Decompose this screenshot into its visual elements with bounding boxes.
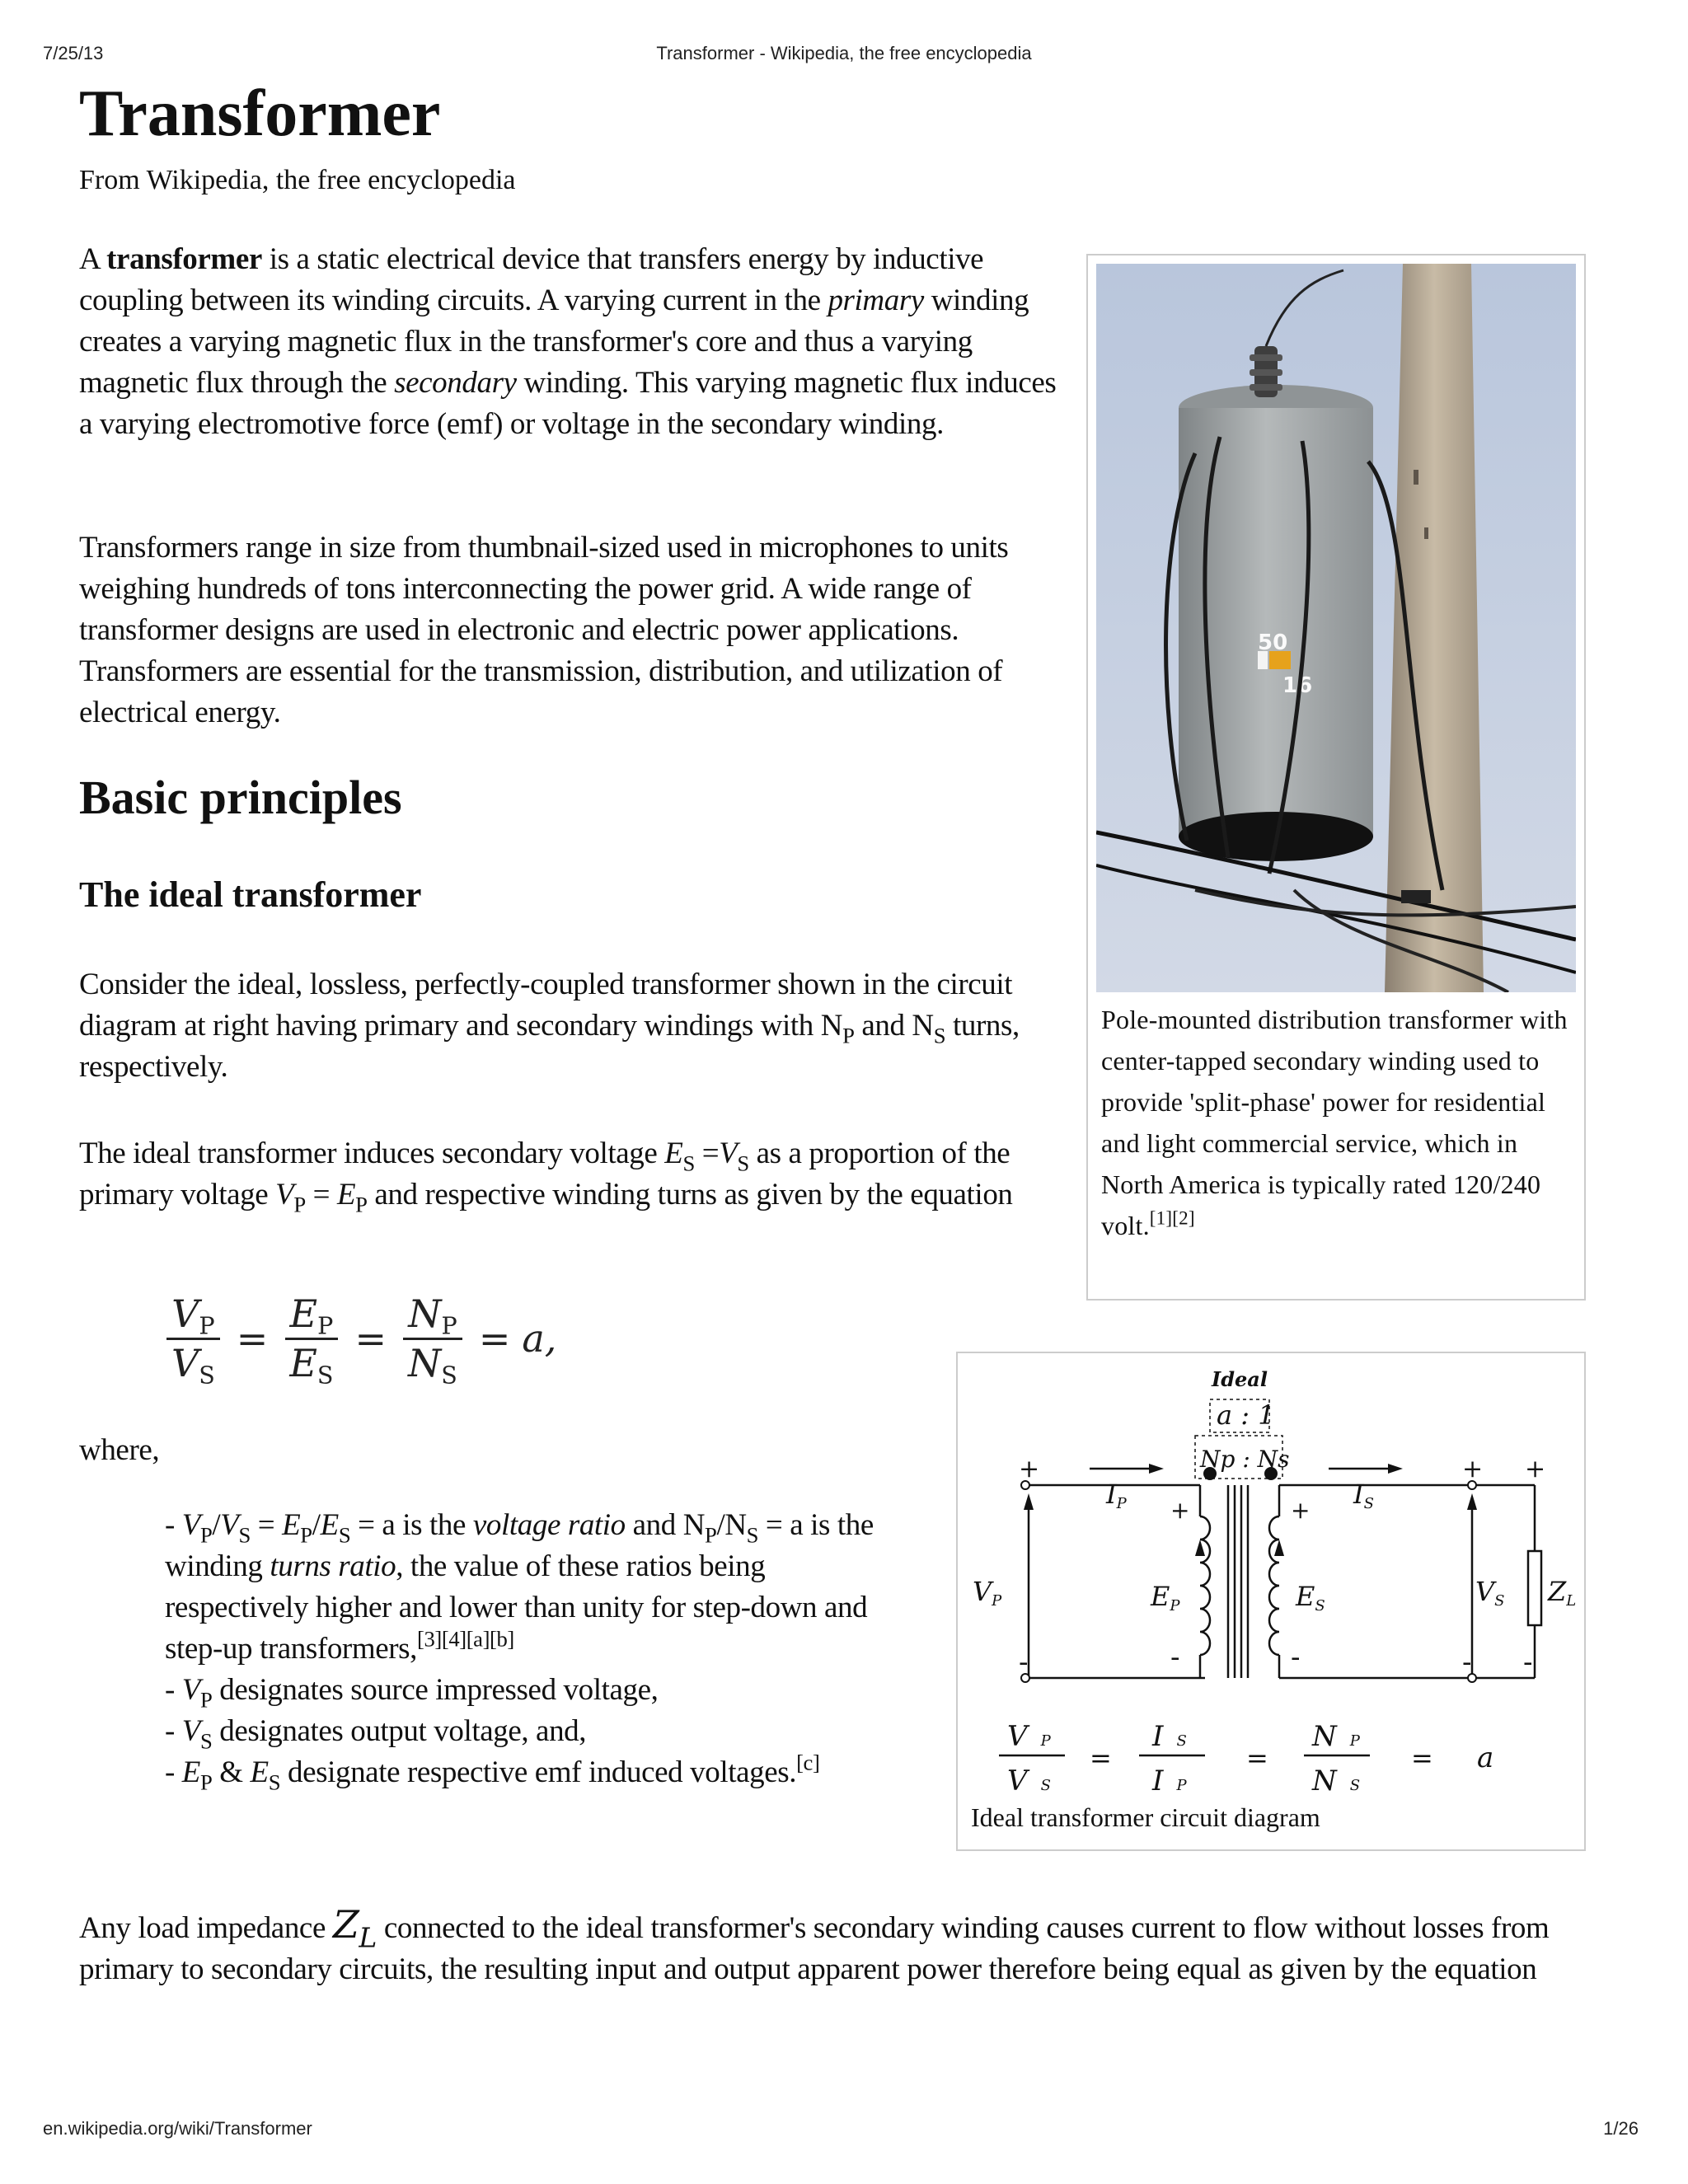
svg-text:IP: I P xyxy=(1152,1765,1187,1797)
svg-text:+: + xyxy=(1525,1455,1546,1483)
svg-text:+: + xyxy=(1462,1455,1484,1483)
intro-paragraph-2: Transformers range in size from thumbnail-sized used in microphones to units weighing hundreds of tons interconnecting the power grid. A wide range of transformer designs are used in electronic and electric power applications. Transformers are essential for the transmission, distribution, and utilization of electrical energy. xyxy=(79,531,1009,729)
svg-text:VP: VP xyxy=(973,1576,1002,1610)
ideal-paragraph-1: Consider the ideal, lossless, perfectly-coupled transformer shown in the circuit diagram at right having primary and secondary windings with $N_P$ and $N_S$ turns, respectively. xyxy=(79,968,1020,1084)
caption-citations[interactable]: [1][2] xyxy=(1149,1207,1195,1229)
photo-caption: Pole-mounted distribution transformer with center-tapped secondary winding used to provide 'split-phase' power for residential and light commercial service, which in North America is typically rated 120/240 volt.[1][2] xyxy=(1101,1005,1568,1240)
print-date: 7/25/13 xyxy=(43,43,104,63)
svg-text:+: + xyxy=(1291,1497,1311,1524)
citation-ref-c[interactable]: [c] xyxy=(796,1750,820,1775)
svg-text:VS: V S xyxy=(1007,1765,1051,1797)
subsection-heading-ideal-transformer: The ideal transformer xyxy=(79,874,422,915)
impedance-symbol: $Z_L$ xyxy=(332,1902,377,1954)
print-url[interactable]: en.wikipedia.org/wiki/Transformer xyxy=(43,2118,312,2139)
pole-transformer-photo[interactable] xyxy=(1096,264,1576,992)
link-primary[interactable]: primary xyxy=(828,284,924,317)
circuit-diagram-figure xyxy=(956,1352,1586,1851)
svg-text:EP: EP xyxy=(1151,1581,1180,1615)
svg-text:=: = xyxy=(1411,1742,1433,1774)
svg-text:-: - xyxy=(1523,1646,1533,1679)
svg-text:-: - xyxy=(1291,1641,1301,1674)
fraction-ep-es: $\frac{E_P}{E_S}$ xyxy=(284,1292,338,1385)
svg-text:=: = xyxy=(1246,1742,1268,1774)
fraction-vp-vs: $\frac{V_P}{V_S}$ xyxy=(166,1292,220,1385)
svg-text:NS: N S xyxy=(1312,1765,1361,1797)
svg-text:-: - xyxy=(1462,1646,1472,1679)
link-secondary[interactable]: secondary xyxy=(394,366,517,400)
term-turns-ratio: turns ratio xyxy=(270,1549,396,1583)
svg-text:a : 1: a : 1 xyxy=(1217,1399,1275,1431)
where-label: where, xyxy=(79,1433,160,1467)
svg-text:=: = xyxy=(1090,1742,1112,1774)
svg-text:Ideal: Ideal xyxy=(1212,1367,1268,1391)
svg-text:ES: ES xyxy=(1296,1581,1325,1615)
transformer-photo-figure xyxy=(1086,254,1586,1301)
svg-text:+: + xyxy=(1019,1455,1040,1483)
svg-text:Np : Ns: Np : Ns xyxy=(1200,1446,1290,1473)
svg-text:IP: IP xyxy=(1106,1479,1127,1512)
svg-text:NP: N P xyxy=(1312,1720,1360,1753)
print-page-title: Transformer - Wikipedia, the free encyclopedia xyxy=(656,43,1032,63)
svg-text:-: - xyxy=(1019,1646,1029,1679)
circuit-caption: Ideal transformer circuit diagram xyxy=(971,1802,1320,1832)
citation-refs[interactable]: [3][4][a][b] xyxy=(417,1626,514,1652)
tank-label-bottom: 16 xyxy=(1282,673,1313,698)
load-impedance-paragraph: Any load impedance $Z_L$ connected to the ideal transformer's secondary winding causes current to flow without losses from primary to secondary circuits, the resulting input and output apparent power therefore being equal as given by the equation xyxy=(79,1902,1550,1986)
turns-ratio-equation: $\frac{V_P}{V_S}$ = $\frac{E_P}{E_S}$ = $\frac{N_P}{N_S}$ = a, xyxy=(162,1292,556,1385)
term-transformer: transformer xyxy=(106,242,262,276)
svg-text:IS: IS xyxy=(1353,1479,1374,1512)
list-item: - $V_P/V_S = E_P/E_S = a$ is the voltage ratio and $N_P/N_S = a$ is the winding turns ratio, the value of these ratios being respectively higher and lower than unity for step-down and step-up transformers,[3][4][a][b] xyxy=(165,1508,874,1666)
svg-text:+: + xyxy=(1170,1497,1190,1524)
page-number: 1/26 xyxy=(1603,2118,1639,2139)
tank-label-top: 50 xyxy=(1258,630,1288,655)
intro-paragraph-1: A transformer is a static electrical device that transfers energy by inductive coupling between its winding circuits. A varying current in the primary winding creates a varying magnetic flux in the transformer's core and thus a varying magnetic flux through the secondary winding. This varying magnetic flux induces a varying electromotive force (emf) or voltage in the secondary winding. xyxy=(79,242,1057,441)
page-title: Transformer xyxy=(79,77,441,150)
ideal-paragraph-2: The ideal transformer induces secondary voltage $E_S =V_S$ as a proportion of the primary voltage $V_P = E_P$ and respective winding turns as given by the equation xyxy=(79,1137,1013,1217)
list-item: - $E_P$ & $E_S$ designate respective emf induced voltages.[c] xyxy=(165,1750,820,1795)
list-item: - $V_P$ designates source impressed voltage, xyxy=(165,1673,659,1713)
svg-text:VP: V P xyxy=(1007,1720,1051,1753)
fraction-np-ns: $\frac{N_P}{N_S}$ xyxy=(403,1292,462,1385)
definitions-list xyxy=(165,1505,907,1793)
list-item: - $V_S$ designates output voltage, and, xyxy=(165,1714,587,1754)
svg-text:ZL: ZL xyxy=(1548,1576,1576,1610)
section-heading-basic-principles: Basic principles xyxy=(79,771,402,824)
svg-text:a: a xyxy=(1477,1741,1494,1774)
ideal-transformer-circuit-diagram[interactable] xyxy=(966,1361,1576,1808)
svg-text:VS: VS xyxy=(1475,1576,1505,1610)
svg-text:-: - xyxy=(1170,1641,1180,1674)
equation-rhs: a, xyxy=(522,1316,557,1361)
svg-text:IS: I S xyxy=(1152,1720,1187,1753)
term-voltage-ratio: voltage ratio xyxy=(472,1508,626,1542)
site-tagline: From Wikipedia, the free encyclopedia xyxy=(79,165,516,195)
